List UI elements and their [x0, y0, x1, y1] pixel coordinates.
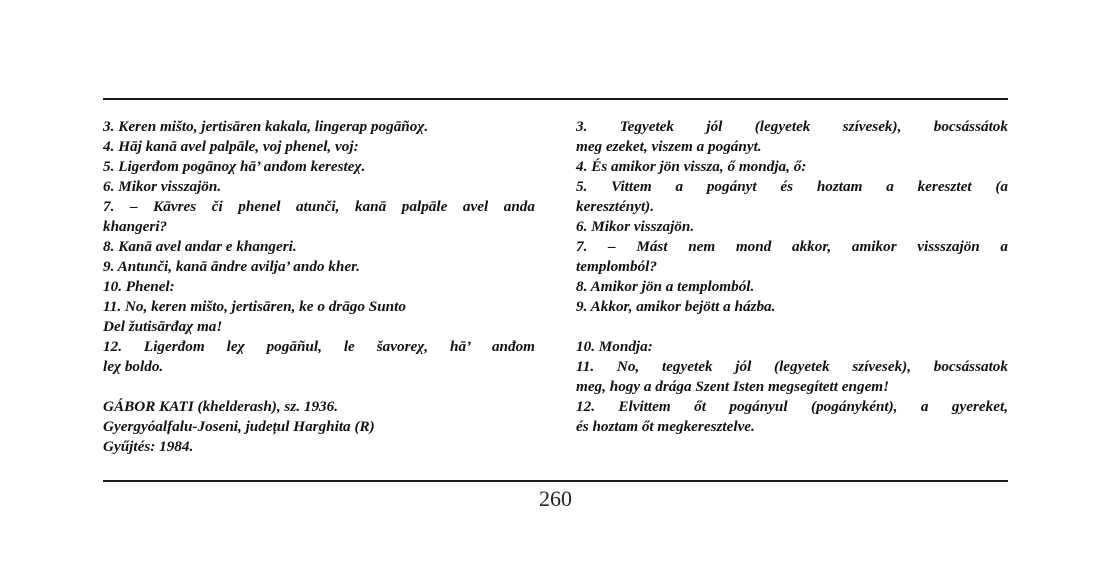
verse-line: templomból? — [576, 258, 657, 275]
verse-line: leχ boldo. — [103, 358, 164, 375]
verse-line: 12. Ligerđom leχ pogāñul, le šavoreχ, hā’ anđom — [103, 338, 535, 355]
verse-line: 3. Keren mišto, jertisāren kakala, lingerap pogāñoχ. — [103, 118, 429, 135]
verse-line: 10. Mondja: — [576, 338, 653, 355]
verse-line: 11. No, keren mišto, jertisāren, ke o drāgo Sunto — [103, 298, 406, 315]
verse-line: 8. Amikor jön a templomból. — [576, 278, 755, 295]
source-location: Gyergyóalfalu-Joseni, județul Harghita (R) — [103, 418, 375, 435]
verse-line: meg, hogy a drága Szent Isten megsegített engem! — [576, 378, 890, 395]
verse-line: 3. Tegyetek jól (legyetek szívesek), bocsássátok — [576, 118, 1008, 135]
verse-line: 5. Vittem a pogányt és hoztam a keresztet (a — [576, 178, 1008, 195]
spacer — [576, 317, 1008, 337]
verse-line: 7. – Kāvres či phenel atunči, kanā palpāle avel anda — [103, 198, 535, 215]
source-date: Gyűjtés: 1984. — [103, 438, 194, 455]
hungarian-translation-column — [576, 117, 1008, 437]
verse-line: 6. Mikor visszajön. — [103, 178, 222, 195]
verse-line: keresztényt). — [576, 198, 655, 215]
verse-line: meg ezeket, viszem a pogányt. — [576, 138, 762, 155]
verse-line: és hoztam őt megkeresztelve. — [576, 418, 755, 435]
verse-line: 9. Antunči, kanā āndre avilja’ ando kher. — [103, 258, 360, 275]
page-number: 260 — [539, 486, 572, 511]
top-rule — [103, 98, 1008, 100]
verse-line: 10. Phenel: — [103, 278, 175, 295]
verse-line: 8. Kanā avel andar e khangeri. — [103, 238, 297, 255]
verse-line: 7. – Mást nem mond akkor, amikor vissszajön a — [576, 238, 1008, 255]
verse-line: 12. Elvittem őt pogányul (pogányként), a gyereket, — [576, 398, 1008, 415]
verse-line: 4. Hāj kanā avel palpāle, voj phenel, voj: — [103, 138, 359, 155]
verse-line: 4. És amikor jön vissza, ő mondja, ő: — [576, 158, 807, 175]
verse-line: Del žutisārđaχ ma! — [103, 318, 223, 335]
verse-line: khangeri? — [103, 218, 168, 235]
verse-line: 9. Akkor, amikor bejött a házba. — [576, 298, 776, 315]
verse-line: 5. Ligerđom pogānoχ hā’ anđom keresteχ. — [103, 158, 366, 175]
romani-text-column — [103, 117, 535, 457]
verse-line: 6. Mikor visszajön. — [576, 218, 695, 235]
bottom-rule — [103, 480, 1008, 482]
spacer — [103, 377, 535, 397]
verse-line: 11. No, tegyetek jól (legyetek szívesek), bocsássatok — [576, 358, 1008, 375]
source-informant: GÁBOR KATI (khelderash), sz. 1936. — [103, 398, 339, 415]
